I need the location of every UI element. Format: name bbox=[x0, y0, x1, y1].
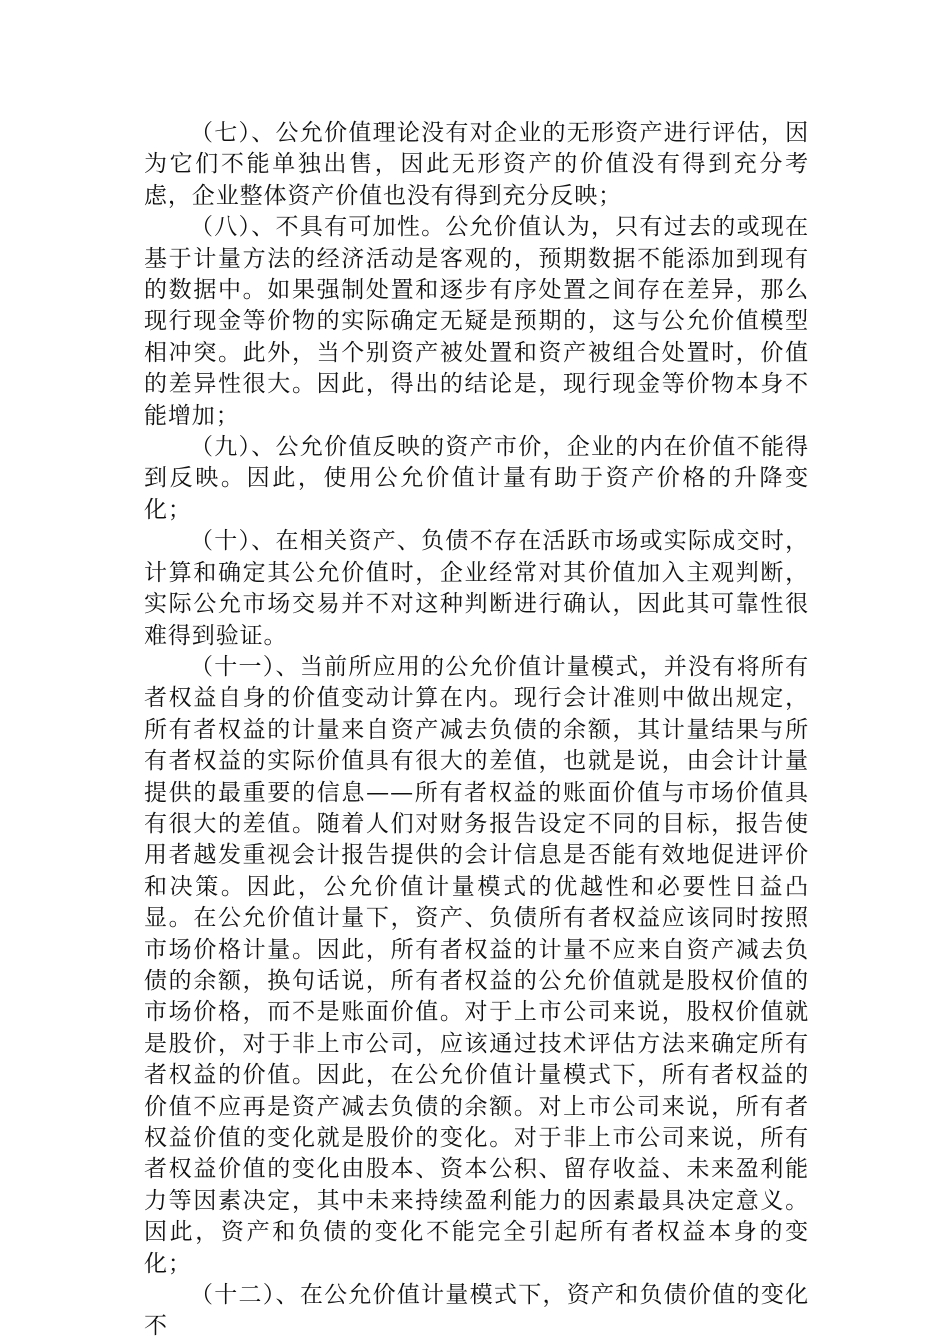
paragraph-9: （九）、公允价值反映的资产市价，企业的内在价值不能得到反映。因此，使用公允价值计量有助于资产价格的升降变化； bbox=[144, 434, 809, 523]
paragraph-7: （七）、公允价值理论没有对企业的无形资产进行评估，因为它们不能单独出售，因此无形资产的价值没有得到充分考虑，企业整体资产价值也没有得到充分反映； bbox=[144, 120, 809, 209]
paragraph-12: （十二）、在公允价值计量模式下，资产和负债价值的变化不 bbox=[144, 1282, 809, 1340]
document-body bbox=[144, 118, 809, 1343]
paragraph-8: （八）、不具有可加性。公允价值认为，只有过去的或现在基于计量方法的经济活动是客观的，预期数据不能添加到现有的数据中。如果强制处置和逐步有序处置之间存在差异，那么现行现金等价物的实际确定无疑是预期的，这与公允价值模型相冲突。此外，当个别资产被处置和资产被组合处置时，价值的差异性很大。因此，得出的结论是，现行现金等价物本身不能增加； bbox=[144, 214, 809, 429]
paragraph-10: （十）、在相关资产、负债不存在活跃市场或实际成交时，计算和确定其公允价值时，企业经常对其价值加入主观判断，实际公允市场交易并不对这种判断进行确认，因此其可靠性很难得到验证。 bbox=[144, 528, 809, 649]
paragraph-11: （十一）、当前所应用的公允价值计量模式，并没有将所有者权益自身的价值变动计算在内。现行会计准则中做出规定，所有者权益的计量来自资产减去负债的余额，其计量结果与所有者权益的实际价值具有很大的差值，也就是说，由会计计量提供的最重要的信息——所有者权益的账面价值与市场价值具有很大的差值。随着人们对财务报告设定不同的目标，报告使用者越发重视会计报告提供的会计信息是否能有效地促进评价和决策。因此，公允价值计量模式的优越性和必要性日益凸显。在公允价值计量下，资产、负债所有者权益应该同时按照市场价格计量。因此，所有者权益的计量不应来自资产减去负债的余额，换句话说，所有者权益的公允价值就是股权价值的市场价格，而不是账面价值。对于上市公司来说，股权价值就是股价，对于非上市公司，应该通过技术评估方法来确定所有者权益的价值。因此，在公允价值计量模式下，所有者权益的价值不应再是资产减去负债的余额。对上市公司来说，所有者权益价值的变化就是股价的变化。对于非上市公司来说，所有者权益价值的变化由股本、资本公积、留存收益、未来盈利能力等因素决定，其中未来持续盈利能力的因素最具决定意义。因此，资产和负债的变化不能完全引起所有者权益本身的变化； bbox=[144, 653, 809, 1277]
